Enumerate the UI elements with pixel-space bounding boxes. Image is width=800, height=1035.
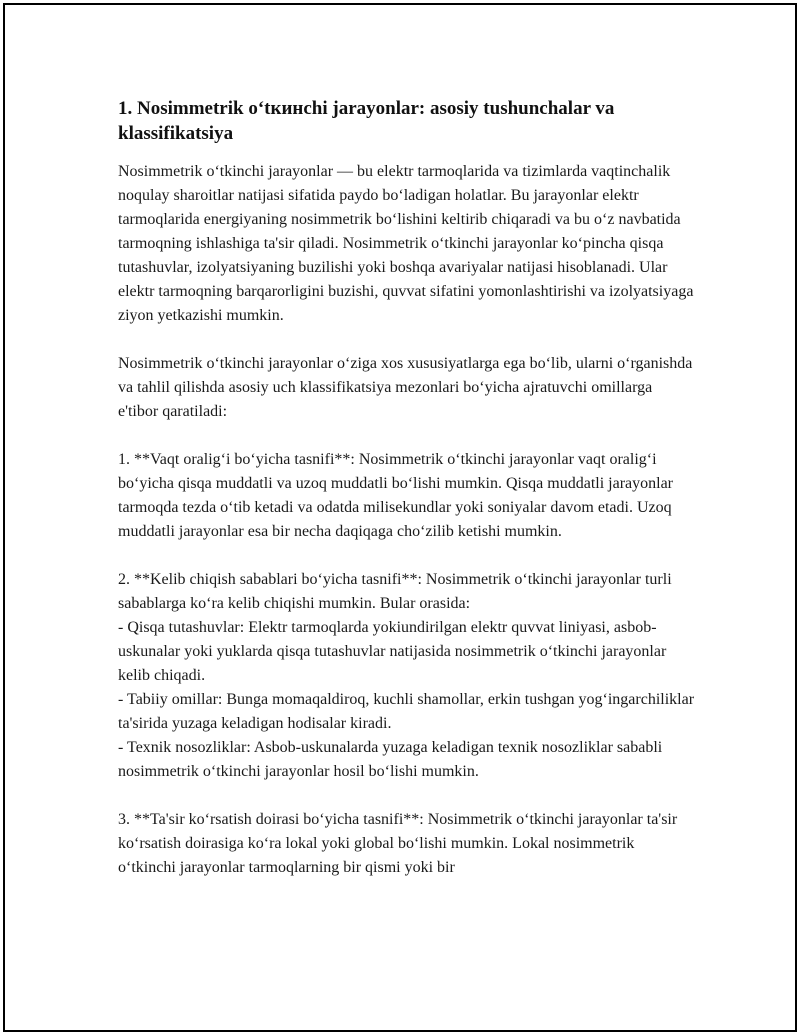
paragraph-gap — [118, 544, 696, 568]
document-body — [118, 96, 696, 880]
paragraph-criteria: Nosimmetrik o‘tkinchi jarayonlar o‘ziga xos xususiyatlarga ega bo‘lib, ularni o‘rganishda va tahlil qilishda asosiy uch klassifikatsiya mezonlari bo‘yicha ajratuvchi omillarga e'tibor qaratiladi: — [118, 355, 693, 420]
paragraph-intro: Nosimmetrik o‘tkinchi jarayonlar — bu elektr tarmoqlarida va tizimlarda vaqtinchalik noqulay sharoitlar natijasi sifatida paydo bo‘ladigan holatlar. Bu jarayonlar elektr tarmoqlarida energiyaning nosimmetrik bo‘lishini keltirib chiqaradi va bu o‘z navbatida tarmoqning ishlashiga ta'sir qiladi. Nosimmetrik o‘tkinchi jarayonlar ko‘pincha qisqa tutashuvlar, izolyatsiyaning buzilishi yoki boshqa avariyalar natijasi hisoblanadi. Ular elektr tarmoqning barqarorligini buzishi, quvvat sifatini yomonlashtirishi va izolyatsiyaga ziyon yetkazishi mumkin. — [118, 163, 694, 324]
paragraph-time-classification: 1. **Vaqt oralig‘i bo‘yicha tasnifi**: Nosimmetrik o‘tkinchi jarayonlar vaqt oralig‘i bo‘yicha qisqa muddatli va uzoq muddatli bo‘lishi mumkin. Qisqa muddatli jarayonlar tarmoqda tezda o‘tib ketadi va odatda milisekundlar yoki soniyalar davom etadi. Uzoq muddatli jarayonlar esa bir necha daqiqaga cho‘zilib ketishi mumkin. — [118, 451, 674, 540]
paragraph-gap — [118, 784, 696, 808]
paragraph-scope-classification: 3. **Ta'sir ko‘rsatish doirasi bo‘yicha tasnifi**: Nosimmetrik o‘tkinchi jarayonlar ta'sir ko‘rsatish doirasiga ko‘ra lokal yoki global bo‘lishi mumkin. Lokal nosimmetrik o‘tkinchi jarayonlar tarmoqlarning bir qismi yoki bir — [118, 811, 678, 876]
paragraph-cause-classification: 2. **Kelib chiqish sabablari bo‘yicha tasnifi**: Nosimmetrik o‘tkinchi jarayonlar turli sabablarga ko‘ra kelib chiqishi mumkin. Bular orasida: - Qisqa tutashuvlar: Elektr tarmoqlarda yokiundirilgan elektr quvvat liniyasi, asbob-uskunalar yoki yuklarda qisqa tutashuvlar natijasida nosimmetrik o‘tkinchi jarayonlar kelib chiqadi. - Tabiiy omillar: Bunga momaqaldiroq, kuchli shamollar, erkin tushgan yog‘ingarchiliklar ta'sirida yuzaga keladigan hodisalar kiradi. - Texnik nosozliklar: Asbob-uskunalarda yuzaga keladigan texnik nosozliklar sababli nosimmetrik o‘tkinchi jarayonlar hosil bo‘lishi mumkin. — [118, 571, 695, 780]
paragraph-gap — [118, 328, 696, 352]
section-heading: 1. Nosimmetrik o‘tкинchi jarayonlar: asosiy tushunchalar va klassifikatsiya — [118, 98, 615, 144]
paragraph-gap — [118, 424, 696, 448]
